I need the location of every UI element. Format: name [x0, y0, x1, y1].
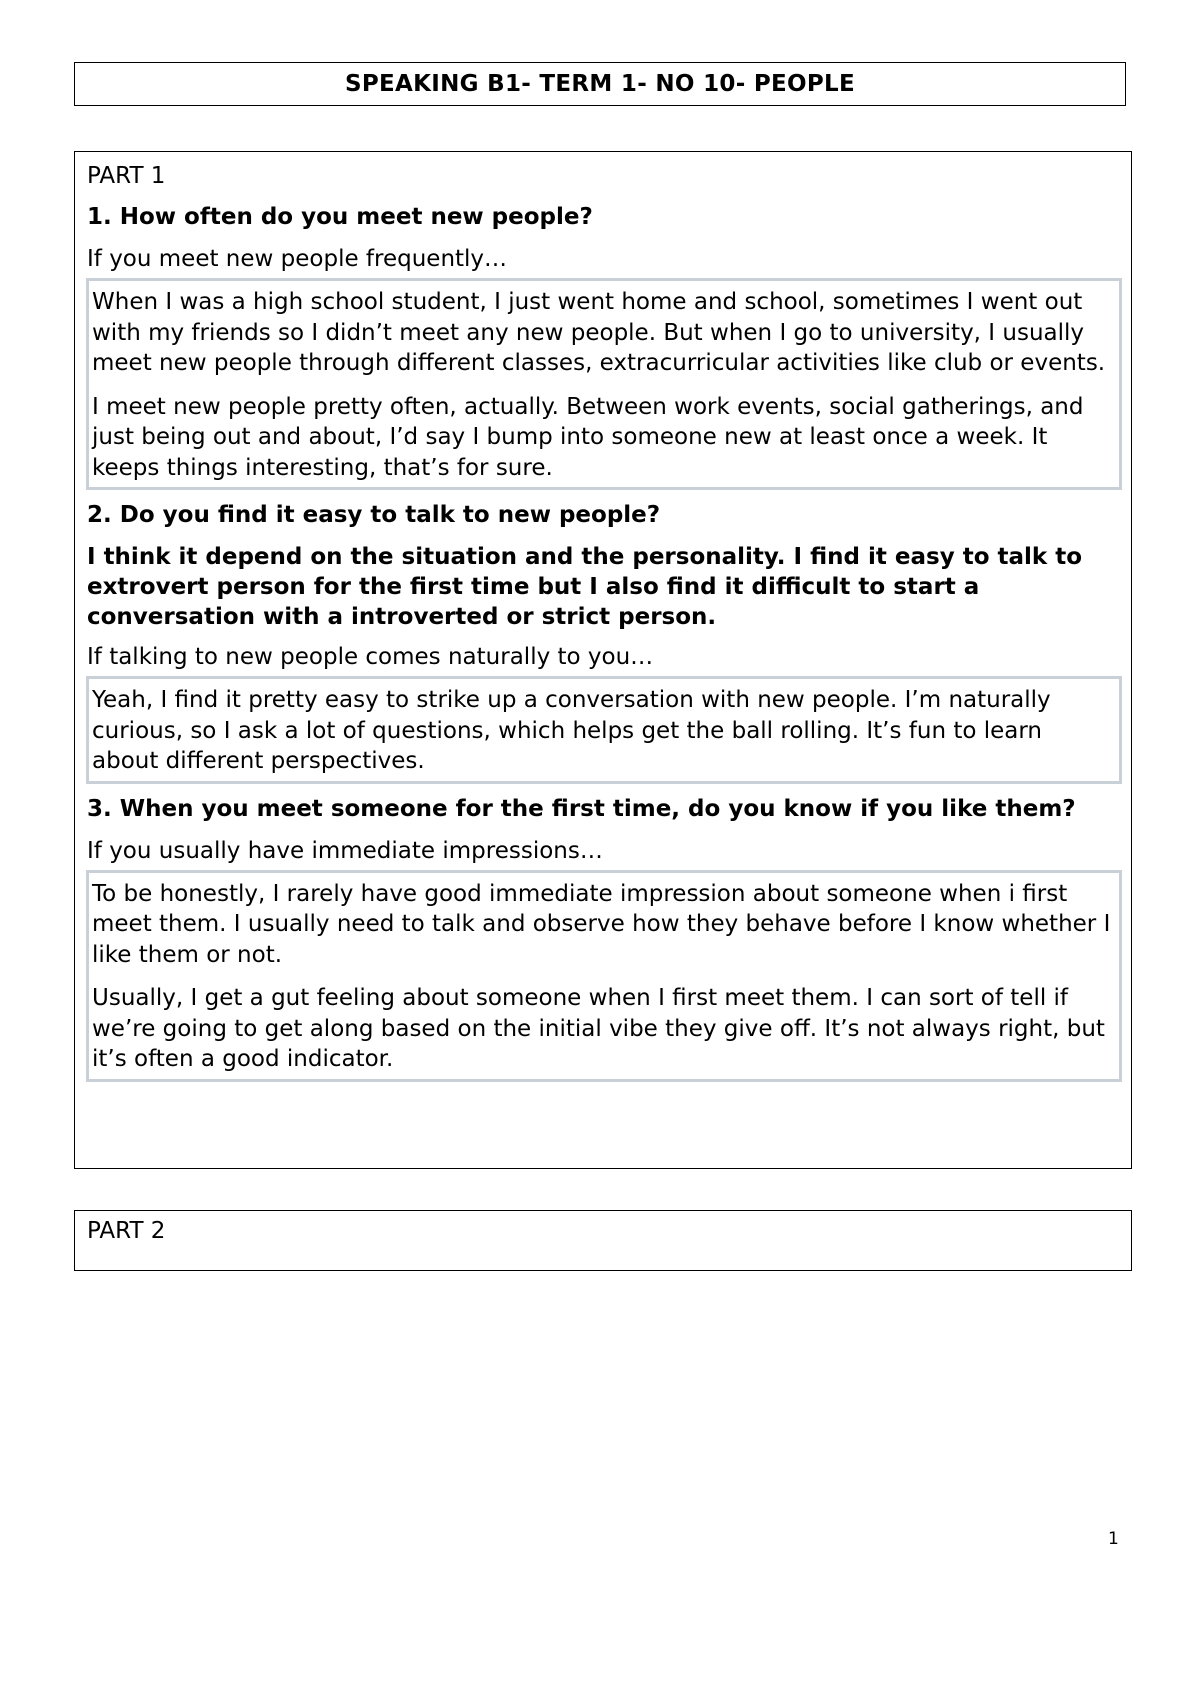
question-1: 1. How often do you meet new people?: [87, 204, 593, 230]
question-3-answer-2: Usually, I get a gut feeling about someone when I first meet them. I can sort of tell if we’re going to get along based on the initial vibe they give off. It’s not always right, but it’s often a good indicator.: [92, 985, 1105, 1072]
question-3-answer-1: To be honestly, I rarely have good immediate impression about someone when i first meet them. I usually need to talk and observe how they behave before I know whether I like them or not.: [92, 880, 1111, 968]
question-3-answer-box: [86, 870, 1122, 1082]
page-number: 1: [1108, 1529, 1119, 1549]
question-1-answer-2: I meet new people pretty often, actually. Between work events, social gatherings, and just being out and about, I’d say I bump into someone new at least once a week. It keeps things interesting, that’s for sure.: [92, 393, 1084, 481]
question-3: 3. When you meet someone for the first time, do you know if you like them?: [87, 795, 1076, 822]
question-2-answer-1: Yeah, I find it pretty easy to strike up a conversation with new people. I’m naturally curious, so I ask a lot of questions, which helps get the ball rolling. It’s fun to learn about different perspectives.: [92, 687, 1051, 774]
question-1-answer-1: When I was a high school student, I just went home and school, sometimes I went out with my friends so I didn’t meet any new people. But when I go to university, I usually meet new people through different classes, extracurricular activities like club or events.: [92, 289, 1106, 376]
question-2-lead: If talking to new people comes naturally to you…: [87, 644, 654, 670]
question-1-answer-box: [86, 278, 1122, 490]
part-1-section: [74, 151, 1132, 1169]
part-1-label: PART 1: [87, 163, 166, 189]
document-title: SPEAKING B1- TERM 1- NO 10- PEOPLE: [74, 62, 1126, 106]
question-2: 2. Do you find it easy to talk to new people?: [87, 502, 661, 528]
part-2-section: [74, 1210, 1132, 1271]
question-1-lead: If you meet new people frequently…: [87, 246, 508, 272]
question-2-answer-box: [86, 676, 1122, 784]
part-2-label: PART 2: [87, 1218, 166, 1244]
question-3-lead: If you usually have immediate impressions…: [87, 837, 603, 864]
question-2-own-answer: I think it depend on the situation and the personality. I find it easy to talk to extrovert person for the first time but I also find it difficult to start a conversation with a introverted or strict person.: [87, 544, 1083, 630]
